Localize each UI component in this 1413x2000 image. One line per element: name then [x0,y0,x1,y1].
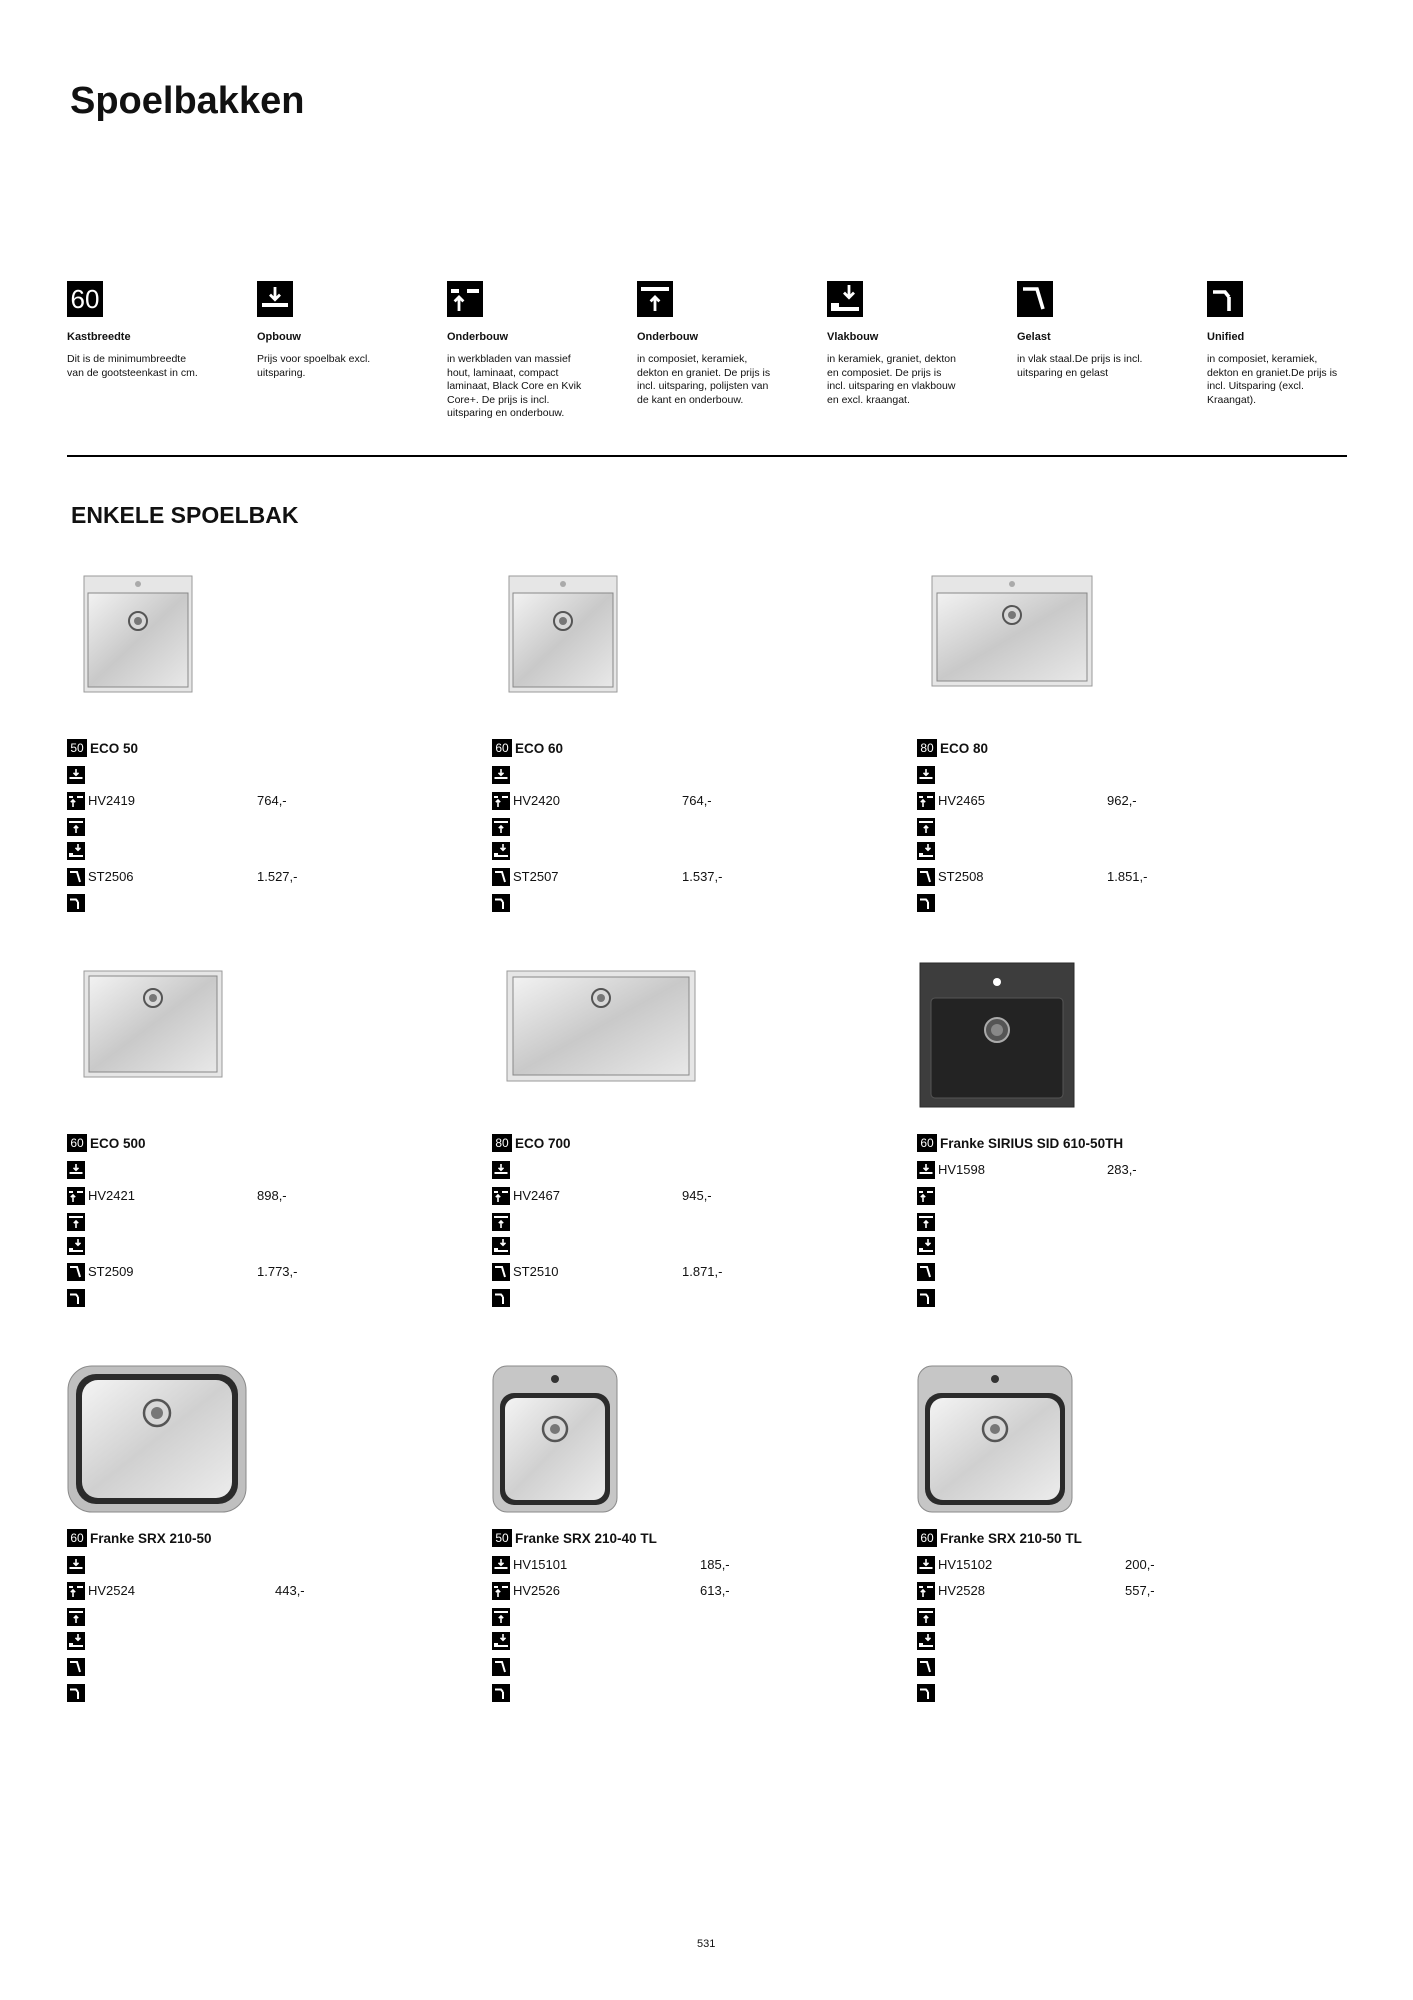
legend-desc: in composiet, keramiek, dekton en graniet. De prijs is incl. uitsparing, polijsten van de kant en onderbouw. [637,353,771,406]
price: 1.851,- [1107,869,1148,884]
gelast-icon [917,868,935,886]
price-row [67,1683,447,1703]
legend-title: Kastbreedte [67,331,131,343]
opbouw-icon [67,766,85,784]
onderbouw-wood-icon [917,1582,935,1600]
product-name: Franke SIRIUS SID 610-50TH [940,1135,1124,1151]
legend-title: Gelast [1017,331,1051,343]
price-row [917,893,1297,913]
article-code: ST2510 [513,1264,559,1279]
price-row [917,1607,1297,1627]
price: 764,- [682,793,712,808]
vlakbouw-icon [917,842,935,860]
price-row [917,1262,1297,1282]
price-row [492,1262,872,1282]
legend-title: Onderbouw [637,331,699,343]
unified-icon [67,894,85,912]
price-row [67,1657,447,1677]
product-eco-500 [67,970,467,1360]
gelast-icon [492,1658,510,1676]
product-header [917,738,988,758]
legend-desc: in vlak staal.De prijs is incl. uitsparing en gelast [1017,353,1143,379]
opbouw-icon [492,1161,510,1179]
legend-gelast [1017,281,1152,380]
sink-image [506,970,696,1082]
opbouw-icon [257,281,293,317]
price-row [492,765,872,785]
product-name: ECO 500 [90,1135,146,1151]
price: 945,- [682,1188,712,1203]
price-row [917,1160,1297,1180]
vlakbouw-icon [67,1632,85,1650]
cabinet-width-badge: 60 [67,1134,87,1152]
onderbouw-wood-icon [492,792,510,810]
unified-icon [67,1684,85,1702]
price-row [492,1683,872,1703]
price-row [492,867,872,887]
article-code: ST2507 [513,869,559,884]
unified-icon [492,1289,510,1307]
legend-title: Onderbouw [447,331,509,343]
vlakbouw-icon [917,1632,935,1650]
product-header [67,738,138,758]
article-code: HV2419 [88,793,135,808]
onderbouw-wood-icon [67,792,85,810]
price: 613,- [700,1583,730,1598]
legend-onderbouw-stone [637,281,772,407]
vlakbouw-icon [67,842,85,860]
vlakbouw-icon [492,842,510,860]
legend-title: Vlakbouw [827,331,879,343]
cabinet-width-badge: 50 [67,739,87,757]
price-row [67,1212,447,1232]
article-code: HV1598 [938,1162,985,1177]
product-name: ECO 60 [515,740,564,756]
legend-kastbreedte [67,281,202,380]
article-code: HV2524 [88,1583,135,1598]
unified-icon [67,1289,85,1307]
price-row [492,1555,872,1575]
legend-onderbouw-wood [447,281,582,421]
legend-desc: Dit is de minimumbreedte van de gootsteenkast in cm. [67,353,198,379]
onderbouw-stone-icon [67,1608,85,1626]
opbouw-icon [917,1556,935,1574]
legend-desc: Prijs voor spoelbak excl. uitsparing. [257,353,371,379]
article-code: HV2420 [513,793,560,808]
onderbouw-wood-icon [67,1582,85,1600]
opbouw-icon [67,1556,85,1574]
sink-image [83,575,193,693]
price-row [67,1631,447,1651]
product-name: Franke SRX 210-50 [90,1530,212,1546]
legend-desc: in composiet, keramiek, dekton en graniet.De prijs is incl. Uitsparing (excl. Kraangat). [1207,353,1338,406]
price-row [67,1160,447,1180]
price-row [917,1288,1297,1308]
price-row [917,1236,1297,1256]
opbouw-icon [917,1161,935,1179]
price-row [492,1607,872,1627]
price-row [917,817,1297,837]
vlakbouw-icon [917,1237,935,1255]
opbouw-icon [492,766,510,784]
article-code: ST2506 [88,869,134,884]
price-row [492,1631,872,1651]
price: 283,- [1107,1162,1137,1177]
product-header [492,1528,657,1548]
price-row [917,1657,1297,1677]
unified-icon [917,894,935,912]
vlakbouw-icon [492,1632,510,1650]
onderbouw-wood-icon [917,792,935,810]
price-row [492,841,872,861]
legend-vlakbouw [827,281,962,407]
onderbouw-wood-icon [917,1187,935,1205]
gelast-icon [67,868,85,886]
cabinet-width-badge: 60 [67,1529,87,1547]
price-row [67,1262,447,1282]
onderbouw-wood-icon [67,1187,85,1205]
onderbouw-wood-icon [447,281,483,317]
price-row [492,1288,872,1308]
cabinet-width-badge: 60 [917,1529,937,1547]
divider [67,455,1347,457]
legend [67,281,1347,441]
price: 1.871,- [682,1264,723,1279]
price-row [917,1186,1297,1206]
cabinet-width-badge: 80 [492,1134,512,1152]
gelast-icon [1017,281,1053,317]
article-code: ST2508 [938,869,984,884]
onderbouw-stone-icon [492,1608,510,1626]
onderbouw-stone-icon [917,1213,935,1231]
price-row [67,1236,447,1256]
onderbouw-stone-icon [67,1213,85,1231]
page-number: 531 [697,1938,716,1950]
vlakbouw-icon [67,1237,85,1255]
cabinet-width-badge: 60 [67,281,103,317]
price: 200,- [1125,1557,1155,1572]
price-row [917,1683,1297,1703]
opbouw-icon [492,1556,510,1574]
cabinet-width-badge: 60 [917,1134,937,1152]
product-name: ECO 80 [940,740,989,756]
onderbouw-stone-icon [917,818,935,836]
price-row [67,1186,447,1206]
price: 185,- [700,1557,730,1572]
price-row [492,817,872,837]
onderbouw-stone-icon [917,1608,935,1626]
price-row [67,1607,447,1627]
sink-image [917,1365,1073,1513]
section-title: ENKELE SPOELBAK [71,502,299,528]
article-code: ST2509 [88,1264,134,1279]
price: 1.773,- [257,1264,298,1279]
article-code: HV2467 [513,1188,560,1203]
onderbouw-stone-icon [492,818,510,836]
article-code: HV2528 [938,1583,985,1598]
onderbouw-stone-icon [637,281,673,317]
price-row [492,1212,872,1232]
unified-icon [492,1684,510,1702]
product-franke-srx-210-40-tl [492,1365,892,1755]
sink-image [931,575,1093,687]
article-code: HV15101 [513,1557,568,1572]
product-name: ECO 700 [515,1135,571,1151]
price: 764,- [257,793,287,808]
legend-desc: in werkbladen van massief hout, laminaat, compact laminaat, Black Core en Kvik Core+. De prijs is incl. uitsparing en onderbouw. [447,353,582,419]
price-row [492,1236,872,1256]
price-row [917,765,1297,785]
article-code: HV2526 [513,1583,560,1598]
price-row [67,791,447,811]
gelast-icon [67,1658,85,1676]
page-title: Spoelbakken [70,80,305,122]
product-header [917,1133,1123,1153]
price-row [492,893,872,913]
product-eco-700 [492,970,892,1360]
price: 557,- [1125,1583,1155,1598]
price: 443,- [275,1583,305,1598]
price: 898,- [257,1188,287,1203]
price-row [917,1581,1297,1601]
price-row [917,1555,1297,1575]
price-row [67,1581,447,1601]
unified-icon [917,1289,935,1307]
sink-image [919,962,1075,1108]
gelast-icon [67,1263,85,1281]
price-row [917,867,1297,887]
price-row [492,1160,872,1180]
price-row [492,791,872,811]
price-row [492,1657,872,1677]
product-header [492,738,563,758]
legend-title: Unified [1207,331,1245,343]
product-header [67,1528,212,1548]
price-row [917,841,1297,861]
product-name: Franke SRX 210-40 TL [515,1530,657,1546]
cabinet-width-badge: 50 [492,1529,512,1547]
product-eco-60 [492,575,892,965]
article-code: HV2465 [938,793,985,808]
opbouw-icon [917,766,935,784]
price-row [492,1186,872,1206]
price-row [67,867,447,887]
sink-image [508,575,618,693]
article-code: HV2421 [88,1188,135,1203]
cabinet-width-badge: 80 [917,739,937,757]
price: 1.527,- [257,869,298,884]
price: 1.537,- [682,869,723,884]
product-header [67,1133,146,1153]
price-row [67,1555,447,1575]
legend-title: Opbouw [257,331,301,343]
price-row [67,817,447,837]
price-row [67,1288,447,1308]
price-row [917,1631,1297,1651]
price-row [492,1581,872,1601]
vlakbouw-icon [827,281,863,317]
gelast-icon [492,1263,510,1281]
opbouw-icon [67,1161,85,1179]
vlakbouw-icon [492,1237,510,1255]
onderbouw-stone-icon [67,818,85,836]
product-header [917,1528,1082,1548]
cabinet-width-badge: 60 [492,739,512,757]
gelast-icon [492,868,510,886]
product-franke-srx-210-50-tl [917,1365,1317,1755]
product-header [492,1133,571,1153]
price-row [67,765,447,785]
sink-image [67,1365,247,1513]
product-eco-80 [917,575,1317,965]
sink-image [492,1365,618,1513]
unified-icon [917,1684,935,1702]
price-row [917,791,1297,811]
legend-unified [1207,281,1342,407]
onderbouw-wood-icon [492,1187,510,1205]
product-franke-sirius [917,970,1317,1360]
article-code: HV15102 [938,1557,993,1572]
price-row [917,1212,1297,1232]
product-franke-srx-210-50 [67,1365,467,1755]
legend-desc: in keramiek, graniet, dekton en composiet. De prijs is incl. uitsparing en vlakbouw en excl. kraangat. [827,353,956,406]
sink-image [83,970,223,1078]
price-row [67,841,447,861]
unified-icon [492,894,510,912]
onderbouw-wood-icon [492,1582,510,1600]
unified-icon [1207,281,1243,317]
product-name: ECO 50 [90,740,139,756]
gelast-icon [917,1658,935,1676]
gelast-icon [917,1263,935,1281]
product-eco-50 [67,575,467,965]
price: 962,- [1107,793,1137,808]
price-row [67,893,447,913]
legend-opbouw [257,281,392,380]
product-name: Franke SRX 210-50 TL [940,1530,1082,1546]
onderbouw-stone-icon [492,1213,510,1231]
